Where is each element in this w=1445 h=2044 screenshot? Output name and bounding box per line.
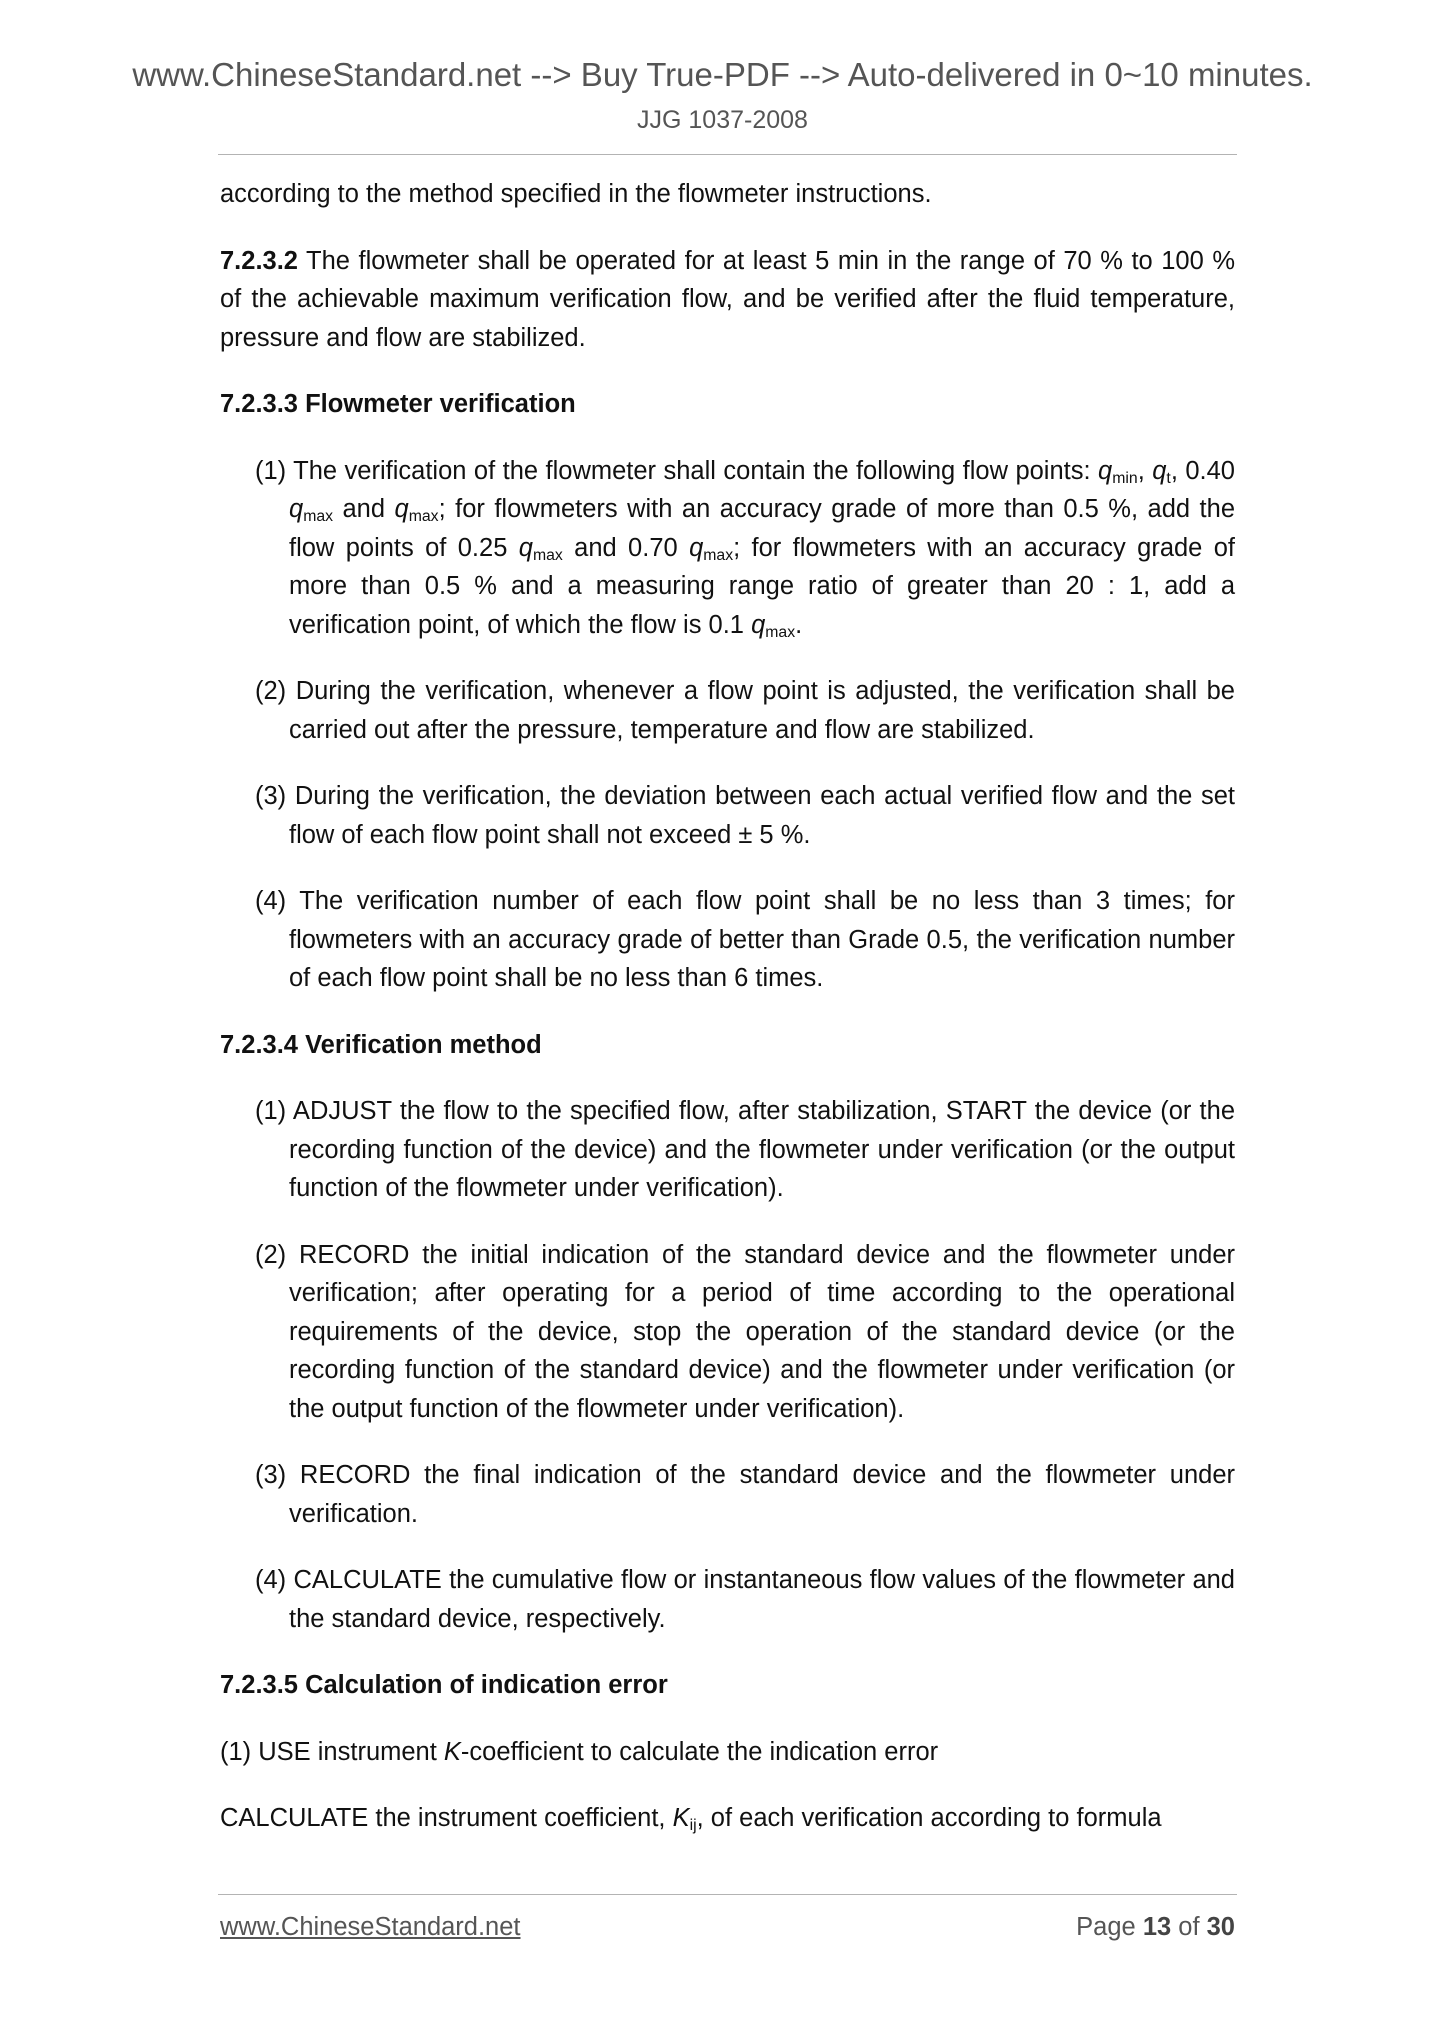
page-current: 13 bbox=[1142, 1913, 1172, 1941]
header-standard-number: JJG 1037-2008 bbox=[637, 106, 808, 134]
heading-7-2-3-3: 7.2.3.3 Flowmeter verification bbox=[220, 390, 576, 418]
section-text: The flowmeter shall be operated for at least 5 min in the range of 70 % to 100 % of the achievable maximum verification flow, and be verified after the fluid temperature, pressure and flow are stabilized. bbox=[220, 246, 1235, 352]
header-banner[interactable]: www.ChineseStandard.net --> Buy True-PDF --> Auto-delivered in 0~10 minutes. bbox=[132, 56, 1313, 93]
list-item-7-2-3-3-1: (1) The verification of the flowmeter shall contain the following flow points: $q_{min}$, $q_t$, 0.40 $q_{max}$ and $q_{max}$; for flowmeters with an accuracy grade of more than 0.5 %, add the flow points of 0.25 $q_{max}$ and 0.70 $q_{max}$; for flowmeters with an accuracy grade of more than 0.5 % and a measuring range ratio of greater than 20 : 1, add a verification point, of which the flow is 0.1 $q_{max}$. bbox=[255, 456, 1235, 641]
list-item-7-2-3-4-2: (2) RECORD the initial indication of the standard device and the flowmeter under verification; after operating for a period of time according to the operational requirements of the device, stop the operation of the standard device (or the recording function of the standard device) and the flowmeter under verification (or the output function of the flowmeter under verification). bbox=[255, 1240, 1235, 1423]
list-item-7-2-3-3-2: (2) During the verification, whenever a flow point is adjusted, the verification shall be carried out after the pressure, temperature and flow are stabilized. bbox=[255, 677, 1235, 744]
header-divider bbox=[218, 154, 1237, 155]
footer-divider bbox=[218, 1894, 1237, 1895]
list-item-7-2-3-4-3: (3) RECORD the final indication of the standard device and the flowmeter under verification. bbox=[255, 1461, 1235, 1528]
list-item-7-2-3-4-1: (1) ADJUST the flow to the specified flow, after stabilization, START the device (or the recording function of the device) and the flowmeter under verification (or the output function of the flowmeter under verification). bbox=[255, 1097, 1235, 1202]
heading-7-2-3-4: 7.2.3.4 Verification method bbox=[220, 1030, 542, 1059]
list-item-7-2-3-3-3: (3) During the verification, the deviation between each actual verified flow and the set flow of each flow point shall not exceed ± 5 %. bbox=[255, 782, 1235, 849]
list-item-7-2-3-3-4: (4) The verification number of each flow point shall be no less than 3 times; for flowmeters with an accuracy grade of better than Grade 0.5, the verification number of each flow point shall be no less than 6 times. bbox=[255, 887, 1235, 992]
section-number: 7.2.3.2 bbox=[220, 246, 298, 275]
list-item-7-2-3-4-4: (4) CALCULATE the cumulative flow or instantaneous flow values of the flowmeter and the standard device, respectively. bbox=[255, 1566, 1235, 1633]
document-body bbox=[220, 175, 1235, 1838]
paragraph-k-coefficient: (1) USE instrument K-coefficient to calculate the indication error bbox=[220, 1737, 939, 1766]
page-number: Page 13 of 30 bbox=[1076, 1913, 1235, 1941]
page-total: 30 bbox=[1206, 1913, 1235, 1941]
paragraph-continuation: according to the method specified in the flowmeter instructions. bbox=[220, 180, 932, 208]
paragraph-calculate-kij: CALCULATE the instrument coefficient, $K_{ij}$, of each verification according to formula bbox=[220, 1804, 1162, 1834]
section-7-2-3-2 bbox=[220, 242, 1235, 358]
heading-7-2-3-5: 7.2.3.5 Calculation of indication error bbox=[220, 1671, 668, 1699]
footer-website-link[interactable]: www.ChineseStandard.net bbox=[220, 1913, 521, 1941]
